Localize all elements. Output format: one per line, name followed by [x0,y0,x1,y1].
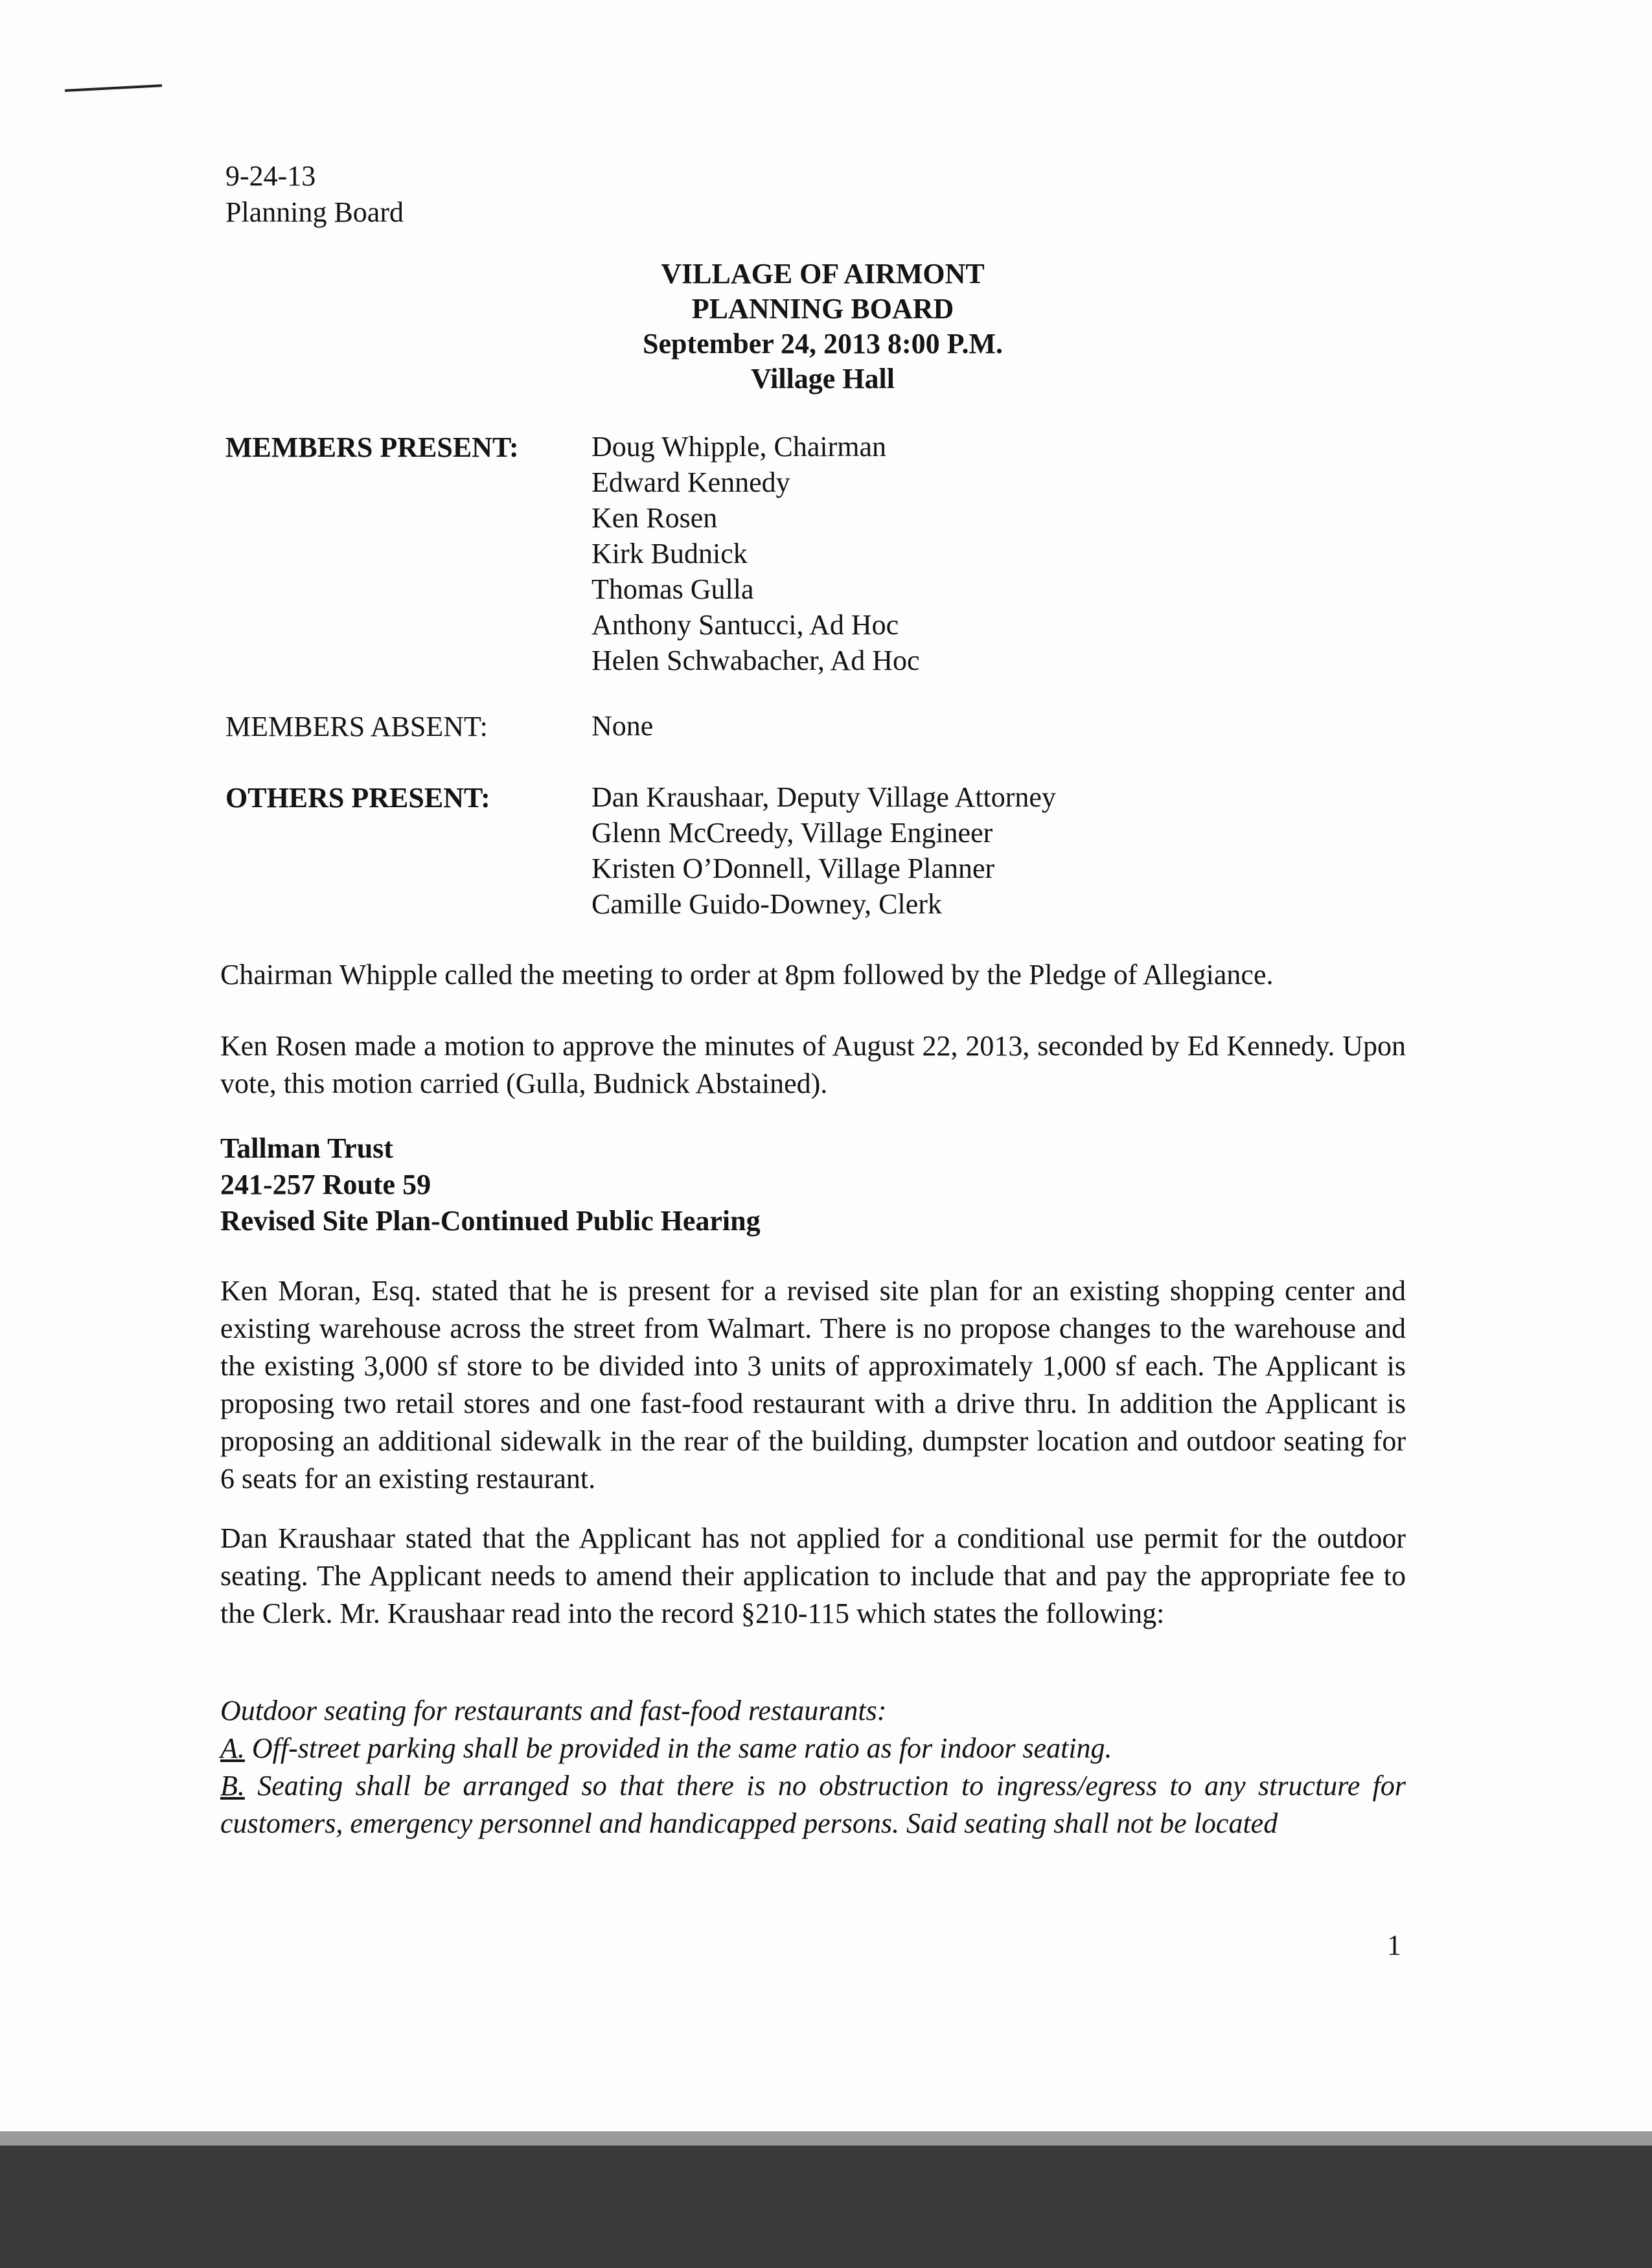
minutes-motion-paragraph: Ken Rosen made a motion to approve the minutes of August 22, 2013, seconded by Ed Kennedy. Upon vote, this motion carried (Gulla, Budnick Abstained). [220,1030,1406,1099]
attendee-name: Camille Guido-Downey, Clerk [591,888,942,920]
member-name: Doug Whipple, Chairman [591,431,886,463]
title-line-3: September 24, 2013 8:00 P.M. [642,328,1004,360]
members-absent-list [591,708,653,744]
absent-name: None [591,710,654,742]
code-item-a-marker: A. [220,1732,245,1764]
code-item-b-text: Seating shall be arranged so that there is no obstruction to ingress/egress to any structure for customers, emergency personnel and handicapped persons. Said seating shall not be located [220,1770,1406,1839]
member-name: Helen Schwabacher, Ad Hoc [591,645,920,676]
header-date: 9-24-13 [225,160,316,192]
moran-statement: Ken Moran, Esq. stated that he is present for a revised site plan for an existing shopping center and existing warehouse across the street from Walmart. There is no propose changes to the warehouse and the existing 3,000 sf store to be divided into 3 units of approximately 1,000 sf each. The Applicant is proposing two retail stores and one fast-food restaurant with a drive thru. In addition the Applicant is proposing an additional sidewalk in the rear of the building, dumpster location and outdoor seating for 6 seats for an existing restaurant. [220,1275,1406,1495]
code-item-b-marker: B. [220,1770,245,1802]
scanner-bed-highlight [0,2131,1652,2146]
title-line-1: VILLAGE OF AIRMONT [661,258,985,290]
attendee-name: Kristen O’Donnell, Village Planner [591,853,995,884]
page-number: 1 [1387,1929,1401,1961]
member-name: Kirk Budnick [591,538,748,569]
member-name: Anthony Santucci, Ad Hoc [591,609,899,641]
agenda-item-name: Tallman Trust [220,1132,393,1164]
agenda-item-type: Revised Site Plan-Continued Public Hearing [220,1205,761,1237]
others-present-list [591,779,1056,922]
code-item-a-text: Off-street parking shall be provided in the same ratio as for indoor seating. [244,1732,1112,1764]
attendee-name: Dan Kraushaar, Deputy Village Attorney [591,781,1056,813]
title-line-4: Village Hall [750,363,895,395]
members-absent-label: MEMBERS ABSENT: [225,711,488,742]
members-present-list [591,429,920,678]
scanner-bed-edge [0,2131,1652,2268]
member-name: Thomas Gulla [591,573,754,605]
code-item-a [220,1730,1406,1767]
call-to-order-paragraph: Chairman Whipple called the meeting to order at 8pm followed by the Pledge of Allegiance. [220,959,1274,991]
kraushaar-statement: Dan Kraushaar stated that the Applicant has not applied for a conditional use permit for the outdoor seating. The Applicant needs to amend their application to include that and pay the appropriate fee to the Clerk. Mr. Kraushaar read into the record §210-115 which states the following: [220,1522,1406,1629]
others-present-label: OTHERS PRESENT: [225,782,490,814]
member-name: Edward Kennedy [591,466,790,498]
code-item-b [220,1767,1406,1842]
code-section [220,1692,1406,1842]
agenda-item-address: 241-257 Route 59 [220,1169,431,1200]
document-title [583,257,1062,396]
code-heading: Outdoor seating for restaurants and fast-food restaurants: [220,1695,887,1726]
attendee-name: Glenn McCreedy, Village Engineer [591,817,993,849]
title-line-2: PLANNING BOARD [691,293,954,325]
members-present-label: MEMBERS PRESENT: [225,431,519,463]
header-board: Planning Board [225,196,404,228]
member-name: Ken Rosen [591,502,718,534]
